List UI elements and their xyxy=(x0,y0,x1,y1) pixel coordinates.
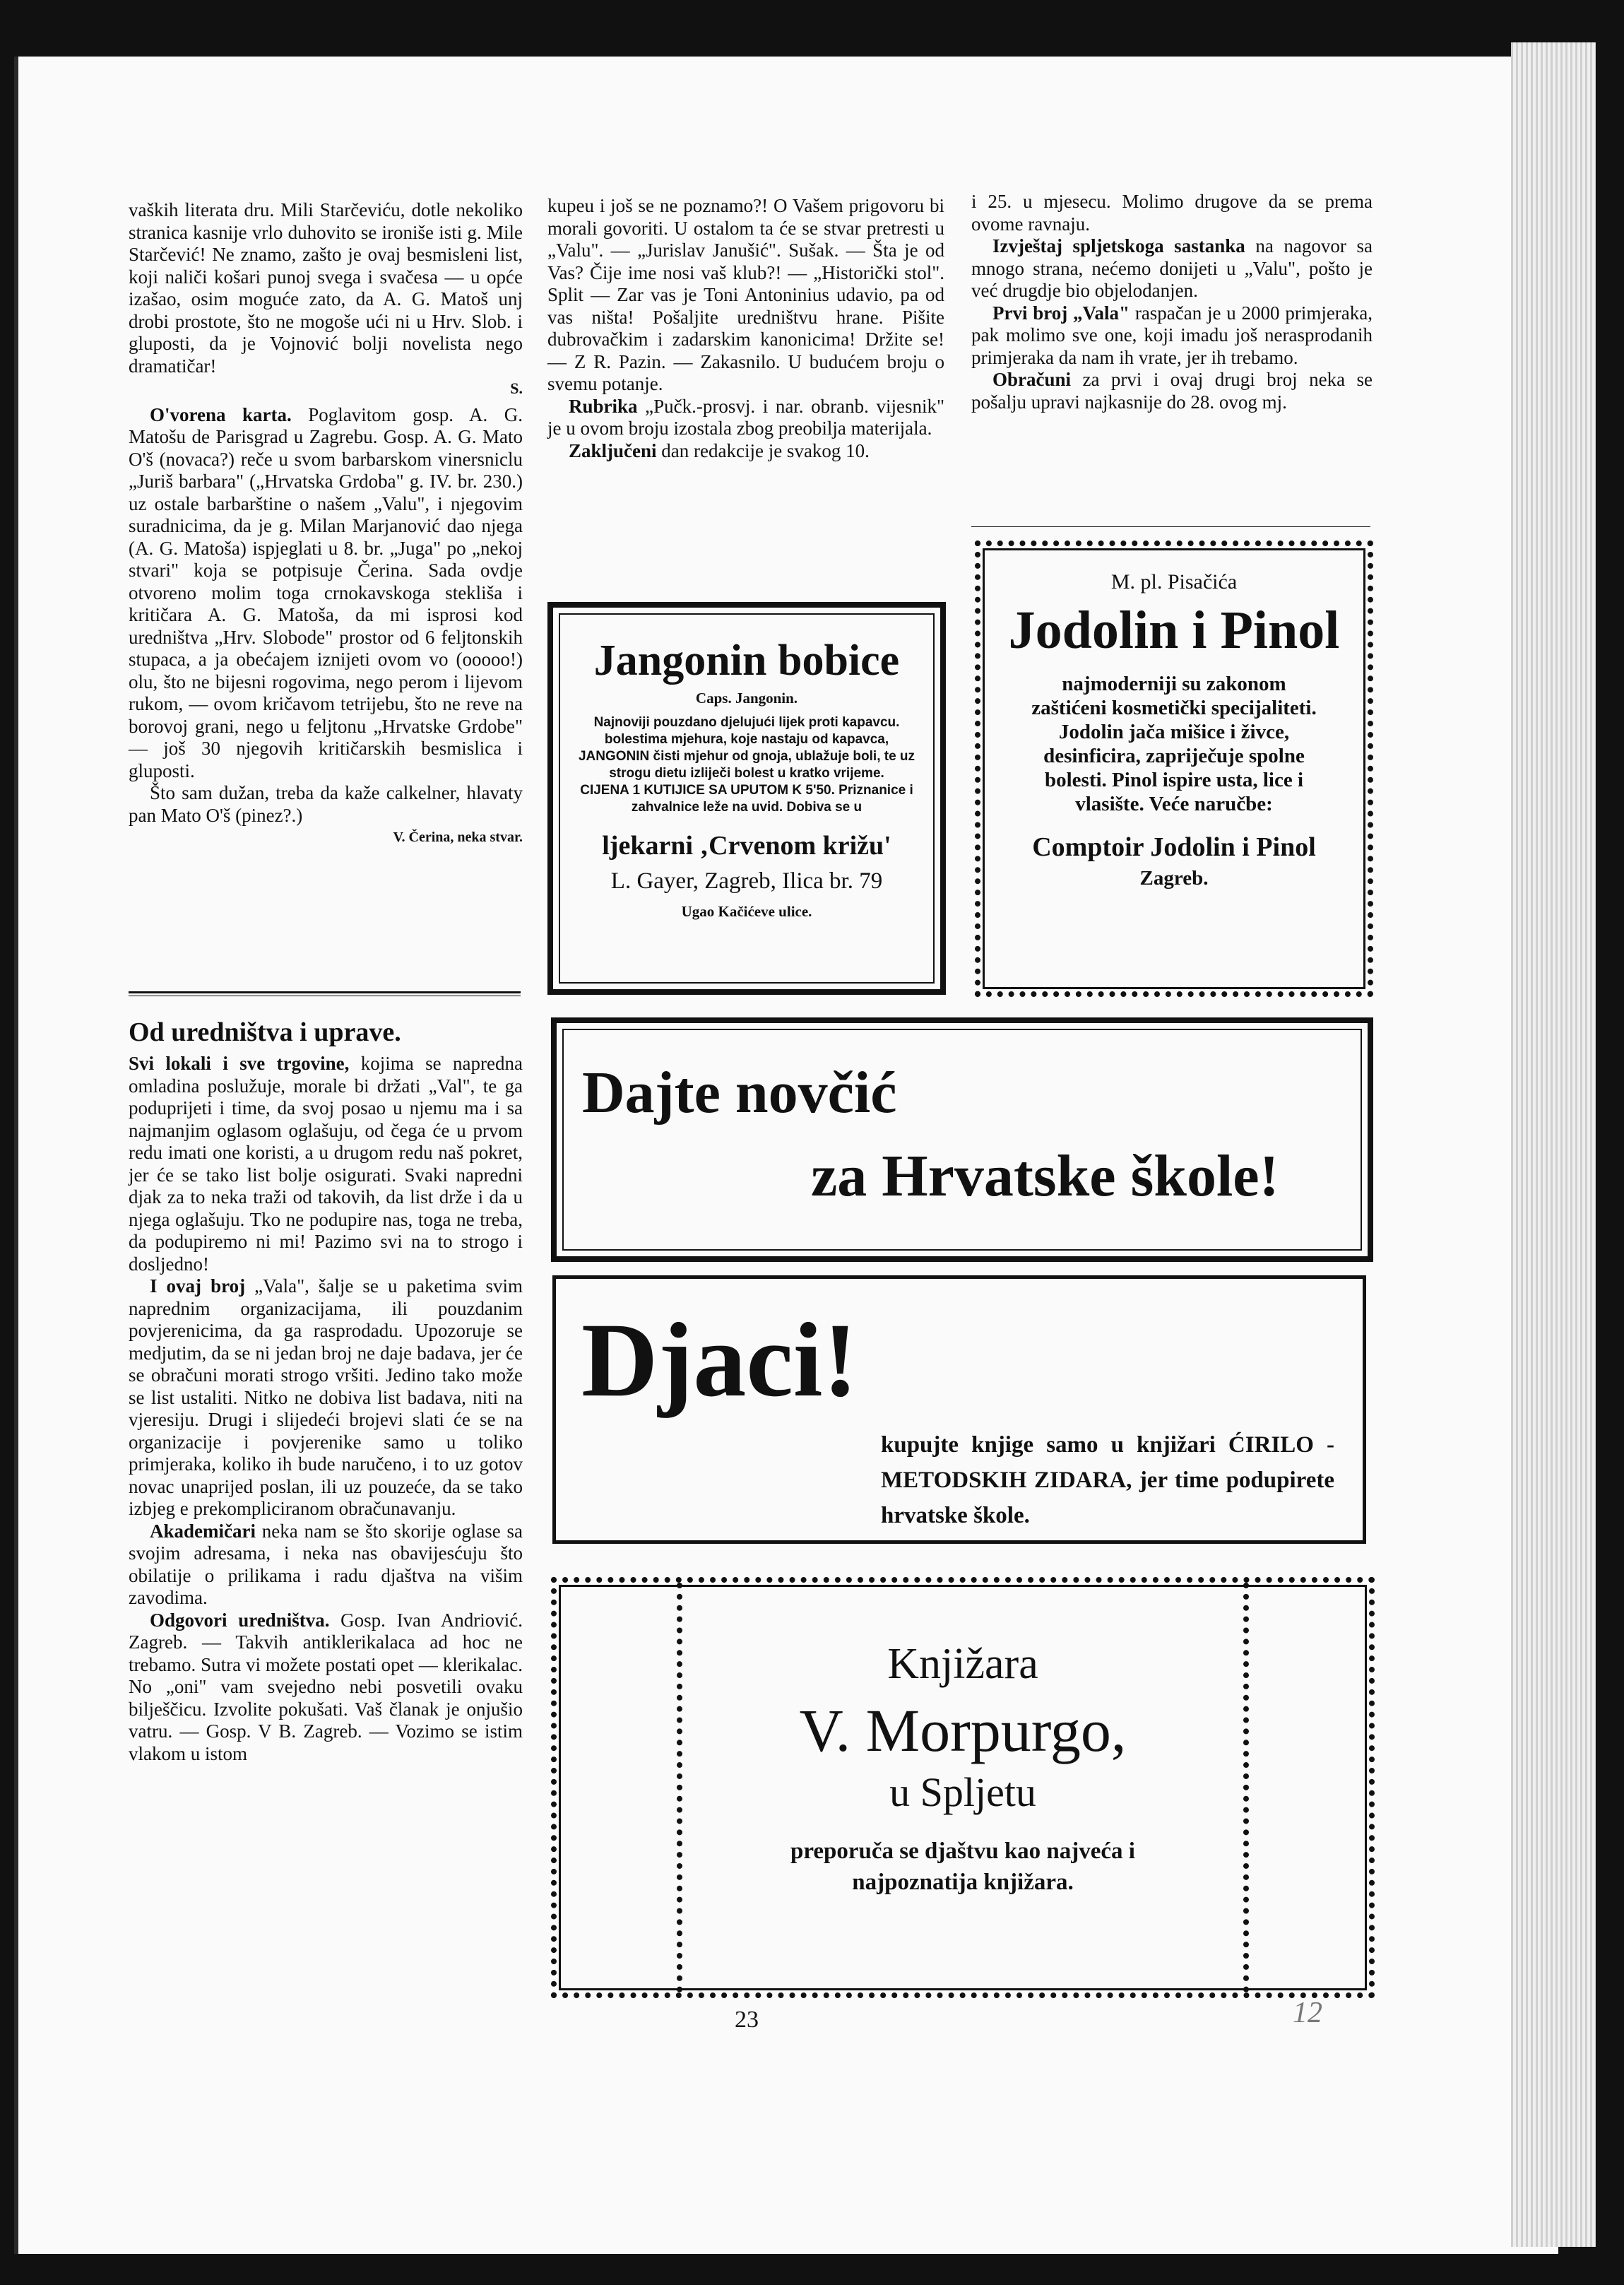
ad-jangonin-corner: Ugao Kačićeve ulice. xyxy=(681,903,812,920)
col3-obracuni xyxy=(971,369,1373,413)
col1-open-letter xyxy=(129,404,523,783)
col2-zakljuceni xyxy=(547,440,944,463)
ad-jodolin-firm: Comptoir Jodolin i Pinol xyxy=(1032,832,1316,862)
notice-akademicari-lead: Akademičari xyxy=(150,1520,256,1542)
col1-signature-cerina: V. Čerina, neka stvar. xyxy=(393,829,523,845)
notice-odgovori xyxy=(129,1610,523,1766)
ad-knjizara xyxy=(551,1577,1375,1998)
column-1-lower xyxy=(129,1016,523,1765)
notice-akademicari-text: neka nam se što skorije oglase sa svojim adresama, i neka nas obavijesćuju što obilatije o prilikama i radu djaštva na višim zavodima. xyxy=(129,1520,523,1608)
notice-lokali-lead: Svi lokali i sve trgovine, xyxy=(129,1053,350,1074)
col2-rubrika-lead: Rubrika xyxy=(569,395,638,417)
col3-rule xyxy=(971,526,1370,527)
col3-prvi-broj-lead: Prvi broj „Vala" xyxy=(992,302,1130,324)
col3-izvjestaj xyxy=(971,235,1373,302)
ad-novcic-line1: Dajte novčić xyxy=(582,1060,897,1126)
ad-jodolin-maker: M. pl. Pisačića xyxy=(1110,570,1238,594)
open-letter-text: Poglavitom gosp. A. G. Matošu de Parisgrad u Zagrebu. Gosp. A. G. Mato O'š (novaca?) reče u svom barbarskom vinersniclu „Juriš barbara" („Hrvatska Grdoba" g. IV. br. 230.) uz ostale barbarštine o našem „Valu", i njegovim suradnicima, da je g. Milan Marjanović dao njega (A. G. Matoša) ispjeglati u 8. br. „Juga" po „nekoj stvari" koja se potpisuje Čerina. Sada ovdje otvoreno molim toga crnokavskoga stekliša i kritičara A. G. Matoša, da mi isprosi kod uredništva „Hrv. Slobode" prostor od 6 feljtonskih stupaca, a ja obećajem iznijeti ovom vo (ooooo!) olu, što ne bijesni rogovima, nego perom i lijevom rukom, — ovom kričavom tetrijebu, što ne reve na borovoj grani, nego u feljtonu „Hrvatske Grdobe" — još 30 njegovih kritičarskih besmislica i gluposti. xyxy=(129,403,523,781)
col3-izvjestaj-lead: Izvještaj spljetskoga sastanka xyxy=(992,235,1245,256)
col2-rubrika xyxy=(547,396,944,440)
ad-jangonin xyxy=(547,602,946,995)
column-1 xyxy=(129,199,523,849)
notice-ovaj-broj-lead: I ovaj broj xyxy=(150,1275,246,1297)
ad-jangonin-body: Najnoviji pouzdano djelujući lijek proti kapavcu. bolestima mjehura, koje nastaju od kapavca, JANGONIN čisti mjehur od gnoja, ublažuje boli, te uz strogu dietu izliječi bolest u kratko vrijeme. xyxy=(578,715,915,781)
ad-knjizara-line1: Knjižara xyxy=(887,1640,1038,1688)
col3-prvi-broj-text: raspačan je u 2000 primjeraka, pak molimo sve one, koji imadu još nerasprodanih primjeraka da nam ih vrate, jer ih trebamo. xyxy=(971,302,1373,368)
col1-paragraph-3: Što sam dužan, treba da kaže calkelner, hlavaty pan Mato O'š (pinez?.) xyxy=(129,782,523,826)
notice-ovaj-broj xyxy=(129,1275,523,1521)
notice-odgovori-text: Gosp. Ivan Andriović. Zagreb. — Takvih antiklerikalaca ad hoc ne trebamo. Sutra vi možete postati opet — klerikalac. No „oni" vam svejedno nebi posvetili ovaku bilješčicu. Izvolite pokušati. Vaš članak je onjušio vatru. — Gosp. V B. Zagreb. — Vozimo se istim vlakom u istom xyxy=(129,1609,523,1764)
notice-ovaj-broj-text: „Vala", šalje se u paketima svim naprednim organizacijama, ili pouzdanim povjerenicima, da ga rasprodadu. Upozoruje se medjutim, da se ni jedan broj ne daje badava, jer će se obračuni morati strogo vršiti. Jedino tako može se list ustaliti. Nitko ne dobiva list badava, niti na vjeresiju. Drugi i slijedeći brojevi slati će se na organizacije i povjerenike samo u toliko primjeraka, koliko ih bude naručeno, i to uz gotov novac unaprijed poslan, ili uz pouzeće, da se tako izbjeg e prekompliciranom obračunavanju. xyxy=(129,1275,523,1519)
section-heading-uprava: Od uredništva i uprave. xyxy=(129,1017,401,1047)
notice-akademicari xyxy=(129,1521,523,1610)
col3-obracuni-lead: Obračuni xyxy=(992,369,1072,390)
handwritten-number: 12 xyxy=(1293,1997,1322,2029)
notice-lokali xyxy=(129,1053,523,1275)
ad-jodolin xyxy=(975,541,1373,997)
page-edge-stack xyxy=(1511,42,1596,2247)
col1-signature-s: S. xyxy=(510,379,523,397)
col2-zakljuceni-lead: Zaključeni xyxy=(569,439,657,461)
ad-djaci-body: kupujte knjige samo u knjižari ĆIRILO - METODSKIH ZIDARA, jer time podupirete hrvatske škole. xyxy=(881,1432,1334,1528)
ad-jodolin-city: Zagreb. xyxy=(1139,867,1209,890)
column-3 xyxy=(971,191,1373,413)
ad-knjizara-left-border xyxy=(677,1583,682,1992)
ad-knjizara-body: preporuča se djaštvu kao najveća i najpoznatija knjižara. xyxy=(790,1838,1135,1895)
col3-prvi-broj xyxy=(971,302,1373,370)
page-number: 23 xyxy=(735,2007,759,2033)
ad-jodolin-body: najmoderniji su zakonom zaštićeni kosmetički specijaliteti. Jodolin jača mišice i živce, desinficira, zapriječuje spolne bolesti. Pinol ispire usta, lice i vlasište. Veće naručbe: xyxy=(1031,673,1317,815)
ad-jangonin-shop: ljekarni ‚Crvenom križu' xyxy=(602,831,891,861)
ad-jangonin-title: Jangonin bobice xyxy=(593,637,900,685)
ad-jangonin-address: L. Gayer, Zagreb, Ilica br. 79 xyxy=(610,868,883,894)
col3-izvjestaj-text: na nagovor sa mnogo strana, nećemo donijeti u „Valu", pošto je već drugdje bio objelodanjen. xyxy=(971,235,1373,301)
ad-novcic xyxy=(551,1017,1373,1262)
col2-paragraph-1: kupeu i još se ne poznamo?! O Vašem prigovoru bi morali govoriti. U ostalom ta će se stvar pretresti u „Valu". — „Jurislav Janušić". Sušak. — Šta je od Vas? Čije ime nosi vaš klub?! — „Historički stol". Split — Zar vas je Toni Antoninius udavio, pa od vas ništa! Pošaljite uredništvu hrane. Pišite dubrovačkim i zadarskim kanonicima! Držite se! — Z R. Pazin. — Zakasnilo. U budućem broju o svemu potanje. xyxy=(547,195,944,394)
ad-djaci-title: Djaci! xyxy=(581,1301,858,1419)
ad-djaci xyxy=(552,1275,1366,1544)
ad-knjizara-line2: V. Morpurgo, xyxy=(799,1696,1127,1764)
ad-jangonin-price: CIJENA 1 KUTIJICE SA UPUTOM K 5'50. Priznanice i zahvalnice leže na uvid. Dobiva se u xyxy=(580,783,913,815)
ad-novcic-line2: za Hrvatske škole! xyxy=(811,1143,1279,1209)
col3-obracuni-text: za prvi i ovaj drugi broj neka se pošalju upravi najkasnije do 28. ovog mj. xyxy=(971,369,1373,413)
notice-odgovori-lead: Odgovori uredništva. xyxy=(150,1609,330,1631)
ad-jodolin-title: Jodolin i Pinol xyxy=(1008,601,1340,660)
ad-knjizara-line3: u Spljetu xyxy=(889,1769,1036,1815)
col2-rubrika-text: „Pučk.-prosvj. i nar. obranb. vijesnik" je u ovom broju izostala zbog preobilja materijala. xyxy=(547,395,944,439)
col3-paragraph-1: i 25. u mjesecu. Molimo drugove da se prema ovome ravnaju. xyxy=(971,191,1373,235)
ad-jangonin-sub: Caps. Jangonin. xyxy=(695,690,798,707)
column-2 xyxy=(547,195,944,462)
col2-zakljuceni-text: dan redakcije je svakog 10. xyxy=(661,439,870,461)
col1-paragraph-1: vaških literata dru. Mili Starčeviću, dotle nekoliko stranica kasnije vrlo duhovito se ironiše isti g. Mile Starčević! Ne znamo, zašto je ovaj besmisleni list, koji naliči košari punoj svega i svačesa — u opće izašao, osim moguće zato, da A. G. Matoš unj drobi prostote, što ne mogoše ući ni u Hrv. Slob. i gluposti, da je Vojnović bolji novelista nego dramatičar! xyxy=(129,199,523,377)
column-divider-rule xyxy=(129,991,521,996)
notice-lokali-text: kojima se napredna omladina poslužuje, morale bi držati „Val", te ga poduprijeti i time, da svoj posao u njemu ma i sa najmanjim oglasom oglašuju, od čega će u prvom redu imati one koristi, a u drugom redu naš pokret, jer će se tako list bolje osigurati. Svaki napredni djak za to neka traži od takovih, da list drže i da u njega oglašuju. Tko ne podupire nas, toga ne treba, da podupiremo ni mi! Pazimo svi na to strogo i dosljedno! xyxy=(129,1053,523,1275)
open-letter-lead: O'vorena karta. xyxy=(150,403,292,425)
ad-knjizara-right-border xyxy=(1243,1583,1249,1992)
